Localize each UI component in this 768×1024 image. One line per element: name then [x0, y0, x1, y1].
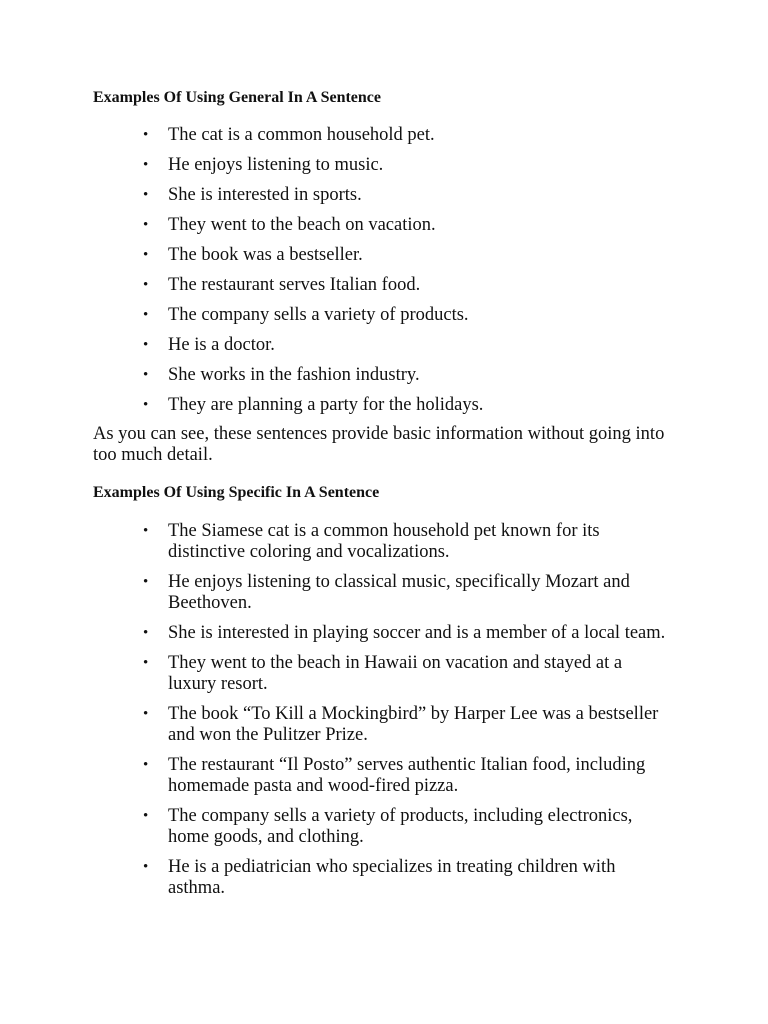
- list-item-text: He enjoys listening to music.: [168, 155, 384, 175]
- list-item-text: The company sells a variety of products.: [168, 305, 469, 325]
- list-item-text: The Siamese cat is a common household pet known for its distinctive coloring and vocalizations.: [168, 521, 600, 562]
- list-item: [93, 521, 672, 563]
- list-item: [93, 704, 672, 746]
- bullet-icon: •: [143, 757, 149, 773]
- list-item-text: The restaurant “Il Posto” serves authentic Italian food, including homemade pasta and wood-fired pizza.: [168, 755, 646, 796]
- general-examples-list: [93, 125, 672, 416]
- bullet-icon: •: [143, 574, 149, 590]
- bullet-icon: •: [143, 367, 149, 383]
- list-item-text: She is interested in sports.: [168, 185, 362, 205]
- list-item-text: He enjoys listening to classical music, specifically Mozart and Beethoven.: [168, 572, 630, 613]
- list-item-text: She is interested in playing soccer and is a member of a local team.: [168, 623, 666, 643]
- list-item: [93, 653, 672, 695]
- list-item-text: The book was a bestseller.: [168, 245, 363, 265]
- list-item-text: The book “To Kill a Mockingbird” by Harper Lee was a bestseller and won the Pulitzer Prize.: [168, 704, 659, 745]
- list-item-text: The cat is a common household pet.: [168, 125, 435, 145]
- bullet-icon: •: [143, 127, 149, 143]
- list-item: [93, 857, 672, 899]
- bullet-icon: •: [143, 247, 149, 263]
- list-item: [93, 335, 672, 356]
- bullet-icon: •: [143, 523, 149, 539]
- bullet-icon: •: [143, 187, 149, 203]
- list-item-text: The company sells a variety of products, including electronics, home goods, and clothing.: [168, 806, 633, 847]
- summary-paragraph: As you can see, these sentences provide basic information without going into too much detail.: [93, 424, 665, 465]
- list-item-text: They went to the beach on vacation.: [168, 215, 436, 235]
- list-item: [93, 215, 672, 236]
- list-item-text: They went to the beach in Hawaii on vacation and stayed at a luxury resort.: [168, 653, 623, 694]
- list-item: [93, 572, 672, 614]
- bullet-icon: •: [143, 859, 149, 875]
- list-item: [93, 245, 672, 266]
- list-item-text: He is a doctor.: [168, 335, 275, 355]
- bullet-icon: •: [143, 625, 149, 641]
- list-item: [93, 125, 672, 146]
- list-item: [93, 275, 672, 296]
- section-heading-general: Examples Of Using General In A Sentence: [93, 89, 382, 106]
- section-heading-specific: Examples Of Using Specific In A Sentence: [93, 484, 380, 501]
- bullet-icon: •: [143, 217, 149, 233]
- bullet-icon: •: [143, 337, 149, 353]
- bullet-icon: •: [143, 706, 149, 722]
- bullet-icon: •: [143, 808, 149, 824]
- list-item-text: She works in the fashion industry.: [168, 365, 420, 385]
- list-item: [93, 623, 672, 644]
- bullet-icon: •: [143, 655, 149, 671]
- list-item: [93, 155, 672, 176]
- list-item: [93, 365, 672, 386]
- list-item: [93, 185, 672, 206]
- bullet-icon: •: [143, 397, 149, 413]
- bullet-icon: •: [143, 307, 149, 323]
- list-item-text: They are planning a party for the holidays.: [168, 395, 484, 415]
- list-item: [93, 305, 672, 326]
- list-item: [93, 806, 672, 848]
- bullet-icon: •: [143, 277, 149, 293]
- list-item: [93, 395, 672, 416]
- list-item-text: The restaurant serves Italian food.: [168, 275, 421, 295]
- specific-examples-list: [93, 521, 672, 899]
- bullet-icon: •: [143, 157, 149, 173]
- list-item: [93, 755, 672, 797]
- list-item-text: He is a pediatrician who specializes in treating children with asthma.: [168, 857, 616, 898]
